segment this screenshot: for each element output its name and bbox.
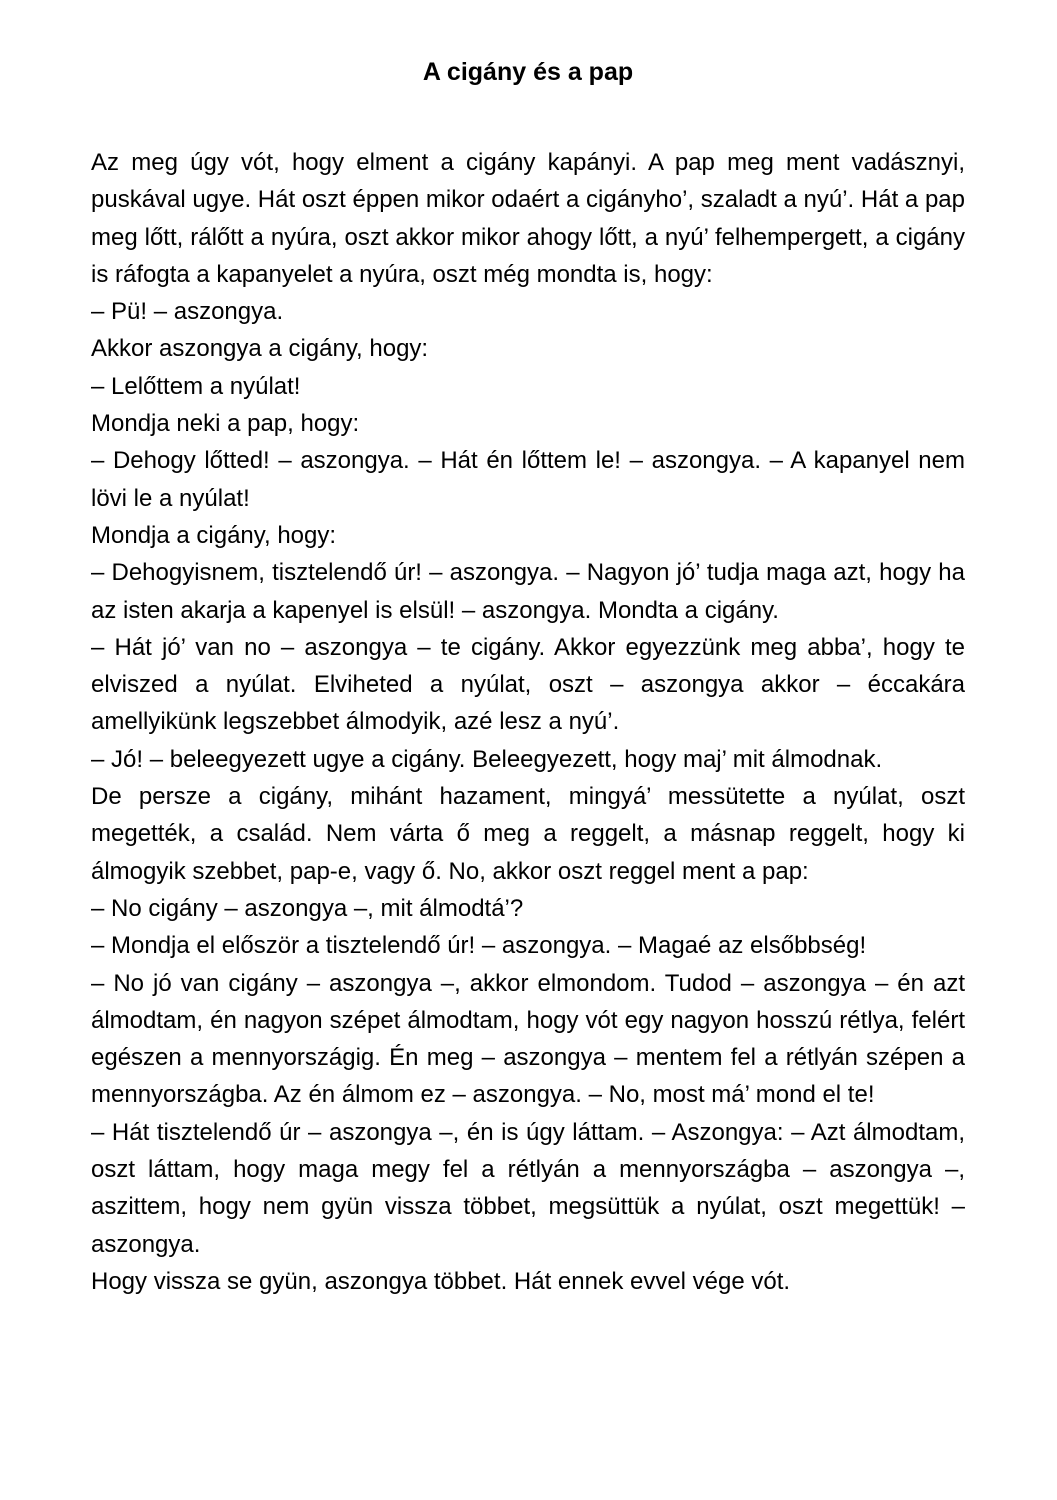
document-title: A cigány és a pap	[422, 58, 634, 86]
paragraph: – Hát tisztelendő úr – aszongya –, én is úgy láttam. – Aszongya: – Azt álmodtam, oszt láttam, hogy maga megy fel a rétlyán a mennyországba – aszongya –, aszittem, hogy nem gyün vissza többet, megsüttük a nyúlat, oszt megettük! – aszongya.	[91, 1118, 965, 1258]
paragraph: – No cigány – aszongya –, mit álmodtá’?	[91, 894, 524, 922]
paragraph: De persze a cigány, mihánt hazament, mingyá’ messütette a nyúlat, oszt megették, a család. Nem várta ő meg a reggelt, a másnap reggelt, hogy ki álmogyik szebbet, pap-e, vagy ő. No, akkor oszt reggel ment a pap:	[91, 783, 965, 885]
paragraph: – Hát jó’ van no – aszongya – te cigány. Akkor egyezzünk meg abba’, hogy te elviszed a nyúlat. Elviheted a nyúlat, oszt – aszongya akkor – éccakára amellyikünk legszebbet álmodyik, azé lesz a nyú’.	[91, 633, 965, 736]
paragraph: – Dehogy lőtted! – aszongya. – Hát én lőttem le! – aszongya. – A kapanyel nem lövi le a nyúlat!	[91, 447, 965, 512]
paragraph: Mondja neki a pap, hogy:	[91, 410, 360, 438]
paragraph: Akkor aszongya a cigány, hogy:	[91, 335, 429, 363]
paragraph: – No jó van cigány – aszongya –, akkor elmondom. Tudod – aszongya – én azt álmodtam, én nagyon szépet álmodtam, hogy vót egy nagyon hosszú rétlya, felért egészen a mennyországig. Én meg – aszongya – mentem fel a rétlyán szépen a mennyországba. Az én álmom ez – aszongya. – No, most má’ mond el te!	[91, 969, 965, 1109]
paragraph: – Jó! – beleegyezett ugye a cigány. Beleegyezett, hogy maj’ mit álmodnak.	[91, 745, 883, 773]
paragraph: Mondja a cigány, hogy:	[91, 521, 337, 549]
paragraph: Hogy vissza se gyün, aszongya többet. Hát ennek evvel vége vót.	[91, 1267, 791, 1295]
paragraph: – Mondja el először a tisztelendő úr! – aszongya. – Magaé az elsőbbség!	[91, 932, 867, 960]
paragraph: – Pü! – aszongya.	[91, 298, 284, 326]
paragraph: – Lelőttem a nyúlat!	[91, 372, 301, 400]
document-page	[91, 52, 965, 1300]
paragraph: Az meg úgy vót, hogy elment a cigány kapányi. A pap meg ment vadásznyi, puskával ugye. Hát oszt éppen mikor odaért a cigányho’, szaladt a nyú’. Hát a pap meg lőtt, rálőtt a nyúra, oszt akkor mikor ahogy lőtt, a nyú’ felhempergett, a cigány is ráfogta a kapanyelet a nyúra, oszt még mondta is, hogy:	[91, 149, 965, 288]
paragraph: – Dehogyisnem, tisztelendő úr! – aszongya. – Nagyon jó’ tudja maga azt, hogy ha az isten akarja a kapenyel is elsül! – aszongya. Mondta a cigány.	[91, 559, 965, 624]
document-body	[91, 144, 965, 1300]
